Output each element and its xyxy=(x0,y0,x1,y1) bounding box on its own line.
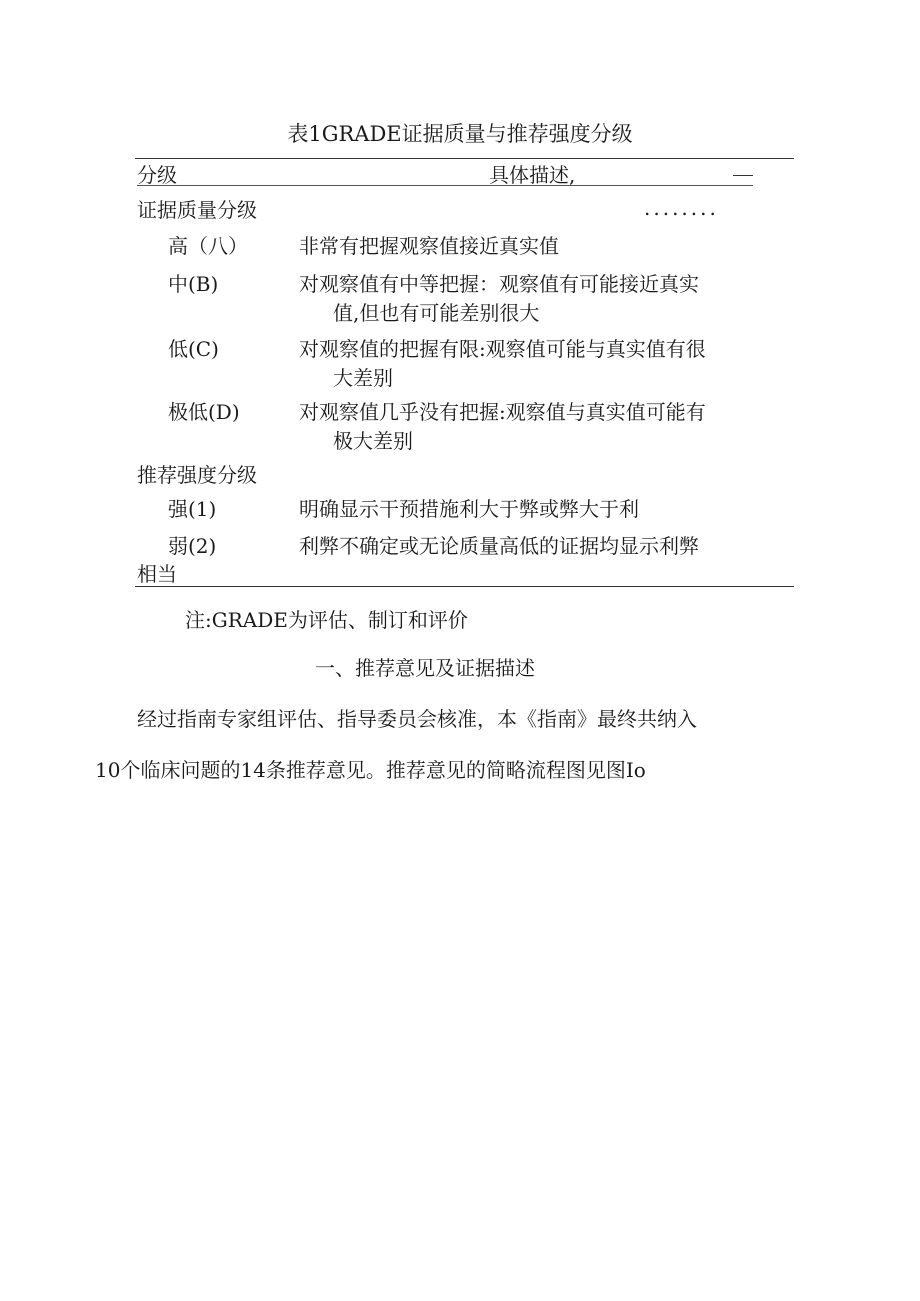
desc-high: 非常有把握观察值接近真实值 xyxy=(299,234,559,258)
header-description: 具体描述, xyxy=(489,163,576,187)
evidence-section-label: 证据质量分级 xyxy=(137,198,257,222)
section-heading: 一、推荐意见及证据描述 xyxy=(315,656,535,680)
desc-strong: 明确显示干预措施利大于弊或弊大于利 xyxy=(299,497,639,521)
grade-low: 低(C) xyxy=(168,337,219,361)
table-bottom-rule xyxy=(135,586,794,587)
header-dash xyxy=(733,175,753,176)
desc-low-line2: 大差别 xyxy=(333,366,393,390)
recommendation-section-label: 推荐强度分级 xyxy=(137,463,257,487)
grade-very-low: 极低(D) xyxy=(168,400,240,424)
header-rule xyxy=(137,185,753,186)
desc-medium-line2: 值,但也有可能差别很大 xyxy=(333,301,540,325)
grade-high: 高（八） xyxy=(168,234,248,258)
body-line-1: 经过指南专家组评估、指导委员会核准，本《指南》最终共纳入 xyxy=(137,707,697,731)
desc-medium-line1: 对观察值有中等把握：观察值有可能接近真实 xyxy=(299,272,699,296)
header-grade: 分级 xyxy=(137,163,177,187)
grade-weak: 弱(2) xyxy=(168,534,217,558)
table-top-rule xyxy=(135,158,794,159)
desc-very-low-line1: 对观察值几乎没有把握:观察值与真实值可能有 xyxy=(299,400,706,424)
desc-low-line1: 对观察值的把握有限:观察值可能与真实值有很 xyxy=(299,337,706,361)
body-line-2: 10个临床问题的14条推荐意见。推荐意见的简略流程图见图Io xyxy=(95,758,646,782)
table-caption: 表1GRADE证据质量与推荐强度分级 xyxy=(287,122,633,146)
desc-very-low-line2: 极大差别 xyxy=(333,429,413,453)
grade-strong: 强(1) xyxy=(168,497,217,521)
table-note: 注:GRADE为评估、制订和评价 xyxy=(185,608,468,632)
evidence-dots: ........ xyxy=(644,196,719,220)
grade-medium: 中(B) xyxy=(168,272,219,296)
desc-weak: 利弊不确定或无论质量高低的证据均显示利弊 xyxy=(299,534,699,558)
desc-weak-tail: 相当 xyxy=(137,562,177,586)
